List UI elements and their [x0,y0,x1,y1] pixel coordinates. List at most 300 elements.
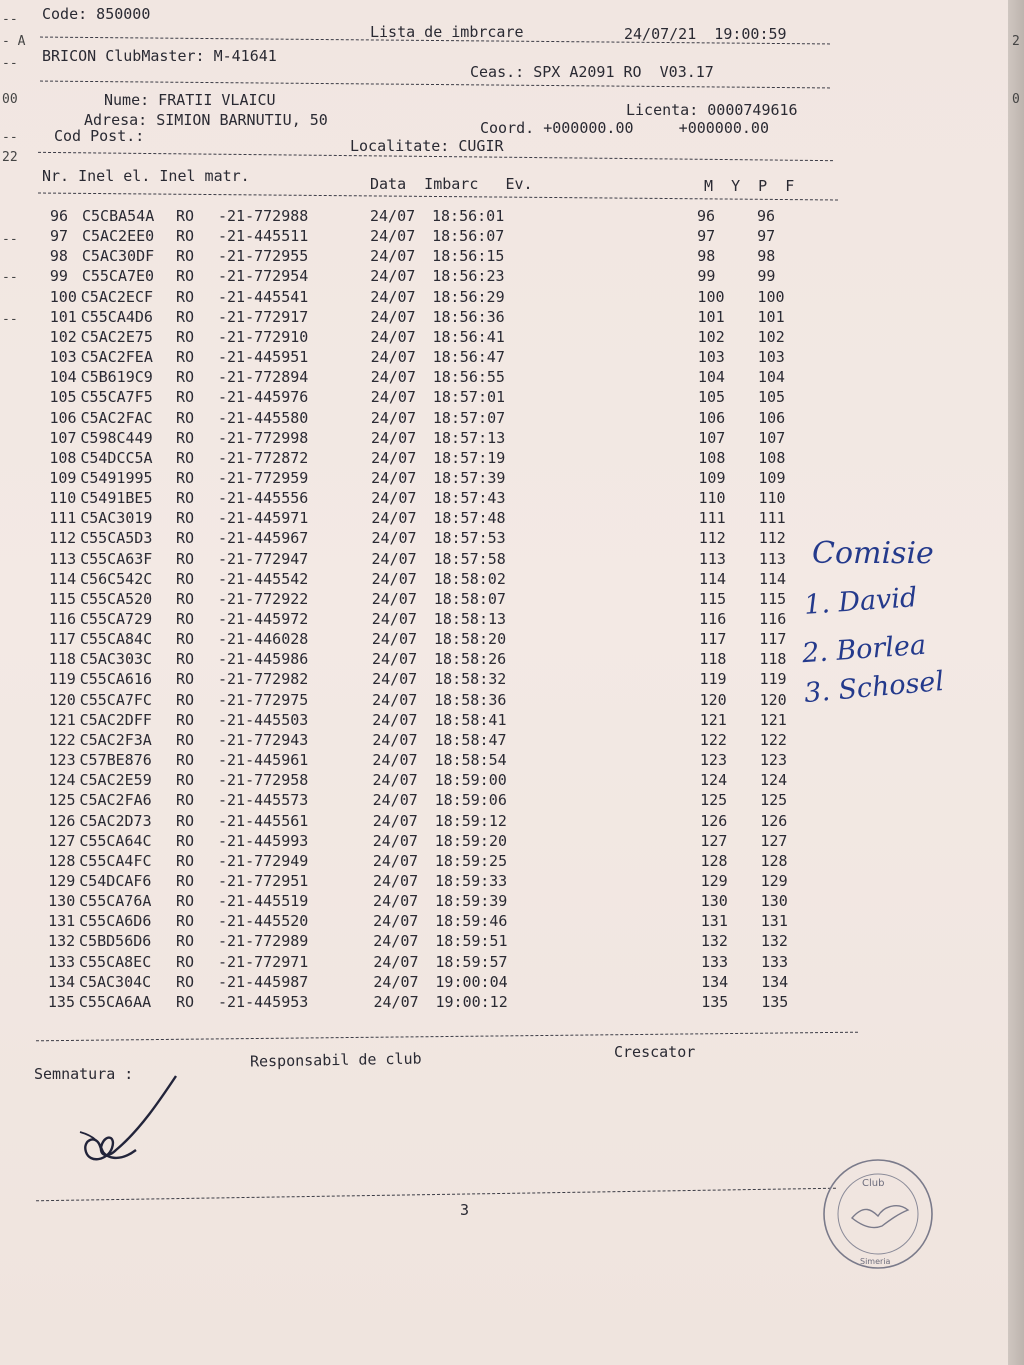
cell-p: 119 [759,670,787,689]
cell-el: C5AC2ECF [80,287,154,306]
cell-time: 18:56:47 [432,348,505,367]
column-header-middle: Data Imbarc Ev. [370,175,533,193]
cell-nr: 132 [48,932,76,951]
cell-time: 18:59:20 [434,831,508,850]
cell-el: C5AC30DF [81,247,155,266]
cell-p: 128 [760,851,788,870]
cell-matr: -21-772959 [218,468,309,487]
cell-matr: -21-772982 [218,670,309,689]
cell-p: 114 [758,569,787,588]
cell-p: 126 [760,811,788,830]
cell-time: 18:59:46 [435,912,508,931]
cell-cc: RO [176,408,195,427]
cell-m: 119 [699,670,727,689]
cell-m: 114 [698,569,727,588]
cell-nr: 110 [49,489,77,508]
cell-time: 18:59:39 [435,892,508,911]
cell-time: 18:58:26 [433,650,507,669]
cell-cc: RO [176,771,195,790]
cell-p: 122 [759,730,787,749]
cell-el: C55CA5D3 [80,529,153,548]
cell-date: 24/07 [370,428,417,447]
cell-time: 18:57:53 [433,529,506,548]
cell-time: 18:56:55 [432,368,505,387]
cell-m: 108 [698,448,726,467]
cell-nr: 135 [47,992,75,1011]
cell-time: 18:58:02 [433,569,506,588]
cell-el: C54DCC5A [80,448,153,467]
left-margin-mark: 00 [2,92,18,107]
table-row [0,650,860,670]
cell-m: 120 [699,690,727,709]
cell-el: C5AC2F3A [79,730,152,749]
cell-m: 125 [700,791,728,810]
cell-p: 124 [760,771,788,790]
cell-time: 18:56:01 [432,207,505,225]
cell-time: 18:57:58 [433,549,506,568]
table-row [0,267,860,287]
cell-el: C5AC2FAC [80,408,153,427]
table-row [0,832,860,852]
cell-cc: RO [176,489,195,508]
cell-cc: RO [176,368,195,387]
cell-date: 24/07 [372,670,418,689]
signature-label: Semnatura : [34,1065,134,1083]
cell-cc: RO [176,630,195,649]
table-row [0,670,860,690]
cell-time: 18:57:39 [433,468,506,487]
cell-matr: -21-446028 [218,630,309,649]
cell-p: 108 [758,448,786,467]
cell-p: 130 [760,892,788,911]
cell-el: C55CA6AA [78,992,152,1011]
cell-time: 18:56:07 [432,227,505,246]
cell-nr: 118 [48,650,76,669]
cell-date: 24/07 [372,791,418,810]
table-row [0,812,860,832]
table-row [0,529,860,549]
cell-nr: 105 [49,388,77,407]
cell-p: 134 [761,972,789,991]
cell-cc: RO [176,932,195,951]
cell-m: 124 [700,771,728,790]
cell-cc: RO [176,992,195,1011]
cell-matr: -21-772949 [218,851,309,870]
cell-m: 98 [697,247,716,266]
left-margin-mark: -- [2,312,18,327]
cell-nr: 109 [49,468,77,487]
license-number: Licenta: 0000749616 [626,101,798,119]
table-row [0,409,860,429]
cell-nr: 122 [48,730,76,749]
cell-nr: 130 [48,892,76,911]
cell-p: 103 [757,348,785,367]
cell-nr: 131 [48,912,76,931]
cell-date: 24/07 [371,630,418,649]
cell-el: C5AC304C [78,972,152,991]
cell-date: 24/07 [373,952,419,971]
left-margin-mark: - A [2,34,26,49]
cell-date: 24/07 [372,771,418,790]
cell-cc: RO [176,428,195,447]
cell-cc: RO [176,227,195,246]
table-row [0,570,860,590]
cell-matr: -21-445951 [218,348,309,367]
cell-cc: RO [176,751,195,770]
cell-matr: -21-772922 [218,589,309,608]
left-margin-mark: -- [2,130,18,145]
cell-time: 18:58:32 [434,670,507,689]
cell-matr: -21-445972 [218,610,309,628]
cell-cc: RO [176,912,195,931]
cell-p: 115 [759,589,787,608]
cell-m: 103 [697,348,725,367]
cell-m: 100 [697,287,725,306]
cell-p: 121 [759,710,787,729]
cell-el: C55CA4FC [79,851,152,870]
cell-el: C5AC2FA6 [79,791,152,810]
table-row [0,610,860,630]
cell-p: 113 [758,549,786,568]
cell-nr: 117 [48,630,76,649]
cell-matr: -21-445542 [218,569,309,588]
cell-cc: RO [176,348,195,367]
cell-matr: -21-772975 [218,690,309,709]
cell-time: 18:59:33 [434,871,508,890]
cell-cc: RO [176,811,195,830]
cell-m: 110 [698,489,726,508]
cell-time: 18:56:36 [432,307,505,326]
cell-nr: 104 [49,368,77,387]
cell-m: 111 [698,509,726,528]
cell-time: 18:58:20 [433,630,507,649]
cell-date: 24/07 [370,207,416,225]
cell-p: 104 [757,368,785,387]
cell-nr: 121 [48,710,76,729]
table-row [0,308,860,328]
commission-member: 2. Borlea [801,629,927,670]
cell-time: 18:58:36 [434,690,507,709]
cell-el: C598C449 [80,428,153,447]
cell-nr: 107 [49,428,77,447]
table-row [0,852,860,872]
clubmaster-id: BRICON ClubMaster: M-41641 [42,47,277,65]
cell-date: 24/07 [370,307,416,326]
owner-address: Adresa: SIMION BARNUTIU, 50 [84,111,328,129]
cell-m: 117 [699,630,727,649]
cell-m: 102 [697,327,725,346]
cell-cc: RO [176,589,195,608]
cell-date: 24/07 [372,831,418,850]
left-margin-mark: -- [2,56,18,71]
cell-p: 132 [760,932,788,951]
commission-member: 3. Schosel [802,665,946,710]
cell-cc: RO [176,307,195,326]
club-stamp [812,1156,952,1276]
table-row [0,953,860,973]
cell-cc: RO [176,831,195,850]
cell-p: 117 [759,630,787,649]
cell-p: 99 [757,267,776,286]
cell-time: 18:56:15 [432,247,505,266]
cell-date: 24/07 [373,992,419,1011]
cell-p: 112 [758,529,786,548]
cell-date: 24/07 [373,912,419,931]
club-responsible-label: Responsabil de club [249,1049,422,1071]
table-row [0,550,860,570]
cell-el: C55CA84C [79,630,153,649]
cell-nr: 123 [48,751,76,770]
cell-cc: RO [176,267,195,286]
table-row [0,348,860,368]
cell-time: 18:58:13 [433,610,507,628]
cell-cc: RO [176,468,195,487]
table-row [0,489,860,509]
cell-nr: 128 [48,851,76,870]
cell-date: 24/07 [370,267,416,286]
cell-nr: 134 [47,972,76,991]
cell-m: 96 [697,207,716,225]
cell-p: 120 [759,690,787,709]
table-row [0,912,860,932]
cell-p: 116 [759,610,787,628]
cell-time: 18:58:07 [433,589,506,608]
cell-m: 115 [699,589,727,608]
cell-el: C5AC2D73 [79,811,152,830]
cell-time: 18:57:07 [432,408,506,427]
table-row [0,590,860,610]
cell-m: 109 [698,468,726,487]
cell-cc: RO [176,730,195,749]
cell-matr: -21-445511 [218,227,309,246]
document-title: Lista de imbrcare [370,23,524,41]
cell-nr: 97 [49,227,68,246]
table-row [0,509,860,529]
cell-matr: -21-772910 [218,327,309,346]
cell-el: C55CA729 [79,610,153,628]
cell-p: 96 [757,207,776,225]
cell-p: 111 [758,509,786,528]
cell-el: C55CA520 [79,589,153,608]
right-margin-mark: 0 [1012,92,1020,107]
table-row [0,247,860,267]
cell-time: 18:56:41 [432,327,505,346]
cell-el: C55CA7E0 [81,267,155,286]
cell-el: C56C542C [80,569,153,588]
cell-p: 135 [761,992,789,1011]
table-row [0,429,860,449]
cell-date: 24/07 [372,730,418,749]
left-margin-mark: -- [2,232,18,247]
cell-date: 24/07 [370,388,416,407]
cell-p: 118 [759,650,787,669]
cell-p: 101 [757,307,785,326]
cell-el: C55CA7F5 [80,388,153,407]
cell-nr: 112 [49,529,77,548]
cell-time: 18:58:54 [434,751,507,770]
cell-date: 24/07 [372,851,419,870]
stamp-bottom-text: Simeria [860,1257,891,1266]
cell-matr: -21-445580 [218,408,309,427]
cell-cc: RO [176,952,195,971]
cell-matr: -21-445986 [218,650,309,669]
cell-cc: RO [176,207,195,225]
cell-nr: 124 [48,771,76,790]
cell-m: 133 [700,952,729,971]
cell-p: 129 [760,871,788,890]
cell-m: 127 [700,831,728,850]
cell-matr: -21-772955 [218,247,309,266]
cell-date: 24/07 [370,287,416,306]
cell-date: 24/07 [371,448,417,467]
commission-title: Comisie [812,536,934,571]
cell-el: C5AC2DFF [79,710,152,729]
cell-date: 24/07 [370,348,416,367]
cell-matr: -21-445967 [218,529,309,548]
cell-m: 101 [697,307,725,326]
cell-nr: 96 [50,207,69,225]
left-margin-mark: -- [2,12,18,27]
cell-date: 24/07 [371,650,418,669]
cell-el: C5AC2E59 [79,771,152,790]
cell-m: 122 [699,730,727,749]
cell-m: 132 [700,932,728,951]
cell-cc: RO [176,892,195,911]
cell-time: 18:56:23 [432,267,505,286]
cell-date: 24/07 [371,529,417,548]
cell-el: C5AC2E75 [80,327,153,346]
cell-nr: 116 [48,610,76,628]
cell-matr: -21-772988 [218,207,309,225]
cell-m: 130 [700,892,728,911]
cell-cc: RO [176,650,195,669]
cell-el: C55CA76A [79,892,152,911]
cell-matr: -21-445573 [218,791,309,810]
cell-time: 18:57:43 [433,489,506,508]
cell-matr: -21-772872 [218,448,309,467]
cell-cc: RO [176,287,195,306]
table-row [0,791,860,811]
cell-matr: -21-445971 [218,509,309,528]
table-row [0,388,860,408]
cell-cc: RO [176,972,195,991]
cell-date: 24/07 [370,408,417,427]
cell-m: 135 [701,992,729,1011]
cell-p: 97 [757,227,776,246]
cell-date: 24/07 [371,610,417,628]
cell-cc: RO [176,509,195,528]
cell-matr: -21-445993 [218,831,309,850]
cell-el: C5491995 [80,468,153,487]
cell-m: 121 [699,710,727,729]
print-date-time: 24/07/21 19:00:59 [624,25,787,43]
cell-el: C55CA7FC [79,690,152,709]
cell-p: 110 [758,489,786,508]
cell-nr: 126 [48,811,76,830]
cell-date: 24/07 [372,690,418,709]
cell-m: 134 [701,972,729,991]
cell-time: 18:57:19 [433,448,506,467]
cell-p: 109 [758,468,786,487]
cell-date: 24/07 [370,227,416,246]
cell-nr: 102 [49,327,77,346]
table-row [0,368,860,388]
cell-el: C5AC2EE0 [81,227,155,246]
cell-m: 104 [697,368,725,387]
cell-m: 129 [700,871,728,890]
cell-cc: RO [176,670,195,689]
cell-cc: RO [176,791,195,810]
cell-nr: 119 [48,670,76,689]
page-number: 3 [460,1201,470,1219]
cell-m: 99 [697,267,716,286]
cell-date: 24/07 [370,327,416,346]
cell-matr: -21-445961 [218,751,309,770]
cell-time: 18:59:57 [435,952,508,971]
cell-time: 18:58:47 [434,730,507,749]
cell-date: 24/07 [373,972,419,991]
cell-el: C5B619C9 [80,368,153,387]
table-row [0,771,860,791]
table-row [0,328,860,348]
cell-nr: 111 [49,509,77,528]
cell-matr: -21-772971 [218,952,309,971]
cell-matr: -21-772989 [218,932,309,951]
cell-time: 18:59:06 [434,791,507,810]
cell-time: 18:57:13 [432,428,506,447]
cell-m: 131 [700,912,728,931]
cell-el: C57BE876 [79,751,152,770]
cell-el: C55CA616 [79,670,152,689]
cell-nr: 100 [49,287,77,306]
cell-date: 24/07 [371,569,417,588]
table-row [0,630,860,650]
cell-m: 118 [699,650,727,669]
cell-date: 24/07 [370,368,416,387]
cell-time: 18:56:29 [432,287,505,306]
cell-time: 18:59:12 [434,811,507,830]
cell-cc: RO [176,710,195,729]
cell-time: 18:57:01 [432,388,506,407]
commission-member: 1. David [803,582,919,621]
cell-date: 24/07 [371,468,417,487]
cell-date: 24/07 [373,892,419,911]
cell-date: 24/07 [372,811,418,830]
clock-info: Ceas.: SPX A2091 RO V03.17 [470,63,714,81]
cell-nr: 113 [49,549,77,568]
cell-time: 19:00:12 [435,992,508,1011]
cell-p: 107 [758,428,786,447]
cell-nr: 101 [49,307,77,326]
cell-time: 19:00:04 [435,972,508,991]
cell-p: 131 [760,912,788,931]
cell-m: 105 [697,388,726,407]
table-row [0,892,860,912]
cell-nr: 129 [48,871,76,890]
table-row [0,691,860,711]
cell-cc: RO [176,851,195,870]
cell-matr: -21-445987 [218,972,309,991]
cell-cc: RO [176,529,195,548]
table-row [0,731,860,751]
cell-matr: -21-772951 [218,871,309,890]
cell-matr: -21-445519 [218,892,309,911]
left-margin-mark: -- [2,270,18,285]
column-header-right: M Y P F [704,177,795,195]
cell-nr: 106 [49,408,77,427]
cell-time: 18:57:48 [433,509,506,528]
stamp-center-text: Club [862,1178,885,1189]
